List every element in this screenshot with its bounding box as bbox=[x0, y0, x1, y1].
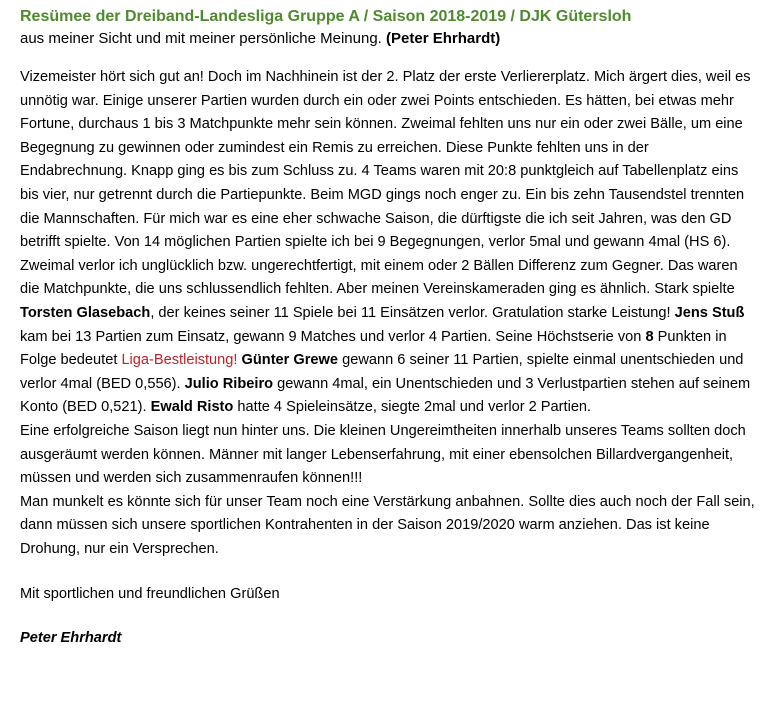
body-paragraph-2: Eine erfolgreiche Saison liegt nun hinter uns. Die kleinen Ungereimtheiten innerhalb unseres Teams sollten doch ausgeräumt werden können. Männer mit langer Lebenserfahrung, mit einer ebensolchen Billardvergangenheit, müssen und werden sich zusammenraufen können!!! bbox=[20, 422, 746, 487]
body-paragraph-1 bbox=[20, 66, 755, 420]
league-record-highlight: Liga-Bestleistung! bbox=[121, 352, 238, 369]
document-title: Resümee der Dreiband-Landesliga Gruppe A / Saison 2018-2019 / DJK Gütersloh bbox=[20, 8, 632, 25]
subtitle-text: aus meiner Sicht und mit meiner persönliche Meinung. bbox=[20, 30, 382, 47]
document-subtitle bbox=[20, 28, 755, 50]
highscore-number: 8 bbox=[645, 328, 654, 345]
player-name-guenter-grewe: Günter Grewe bbox=[241, 352, 339, 369]
text-segment: kam bei 13 Partien zum Einsatz, gewann 9 Matches und verlor 4 Partien. Seine Höchstserie von bbox=[20, 328, 642, 345]
text-segment: gewann 4mal, ein Unentschieden und 3 Verlustpartien stehen auf seinem Konto (BED 0,521). bbox=[20, 375, 751, 416]
body-paragraph-3: Man munkelt es könnte sich für unser Team noch eine Verstärkung anbahnen. Sollte dies auch noch der Fall sein, dann müssen sich unsere sportlichen Kontrahenten in der Saison 2019/2020 warm anziehen. Das ist keine Drohung, nur ein Versprechen. bbox=[20, 493, 755, 557]
player-name-julio-ribeiro: Julio Ribeiro bbox=[184, 375, 274, 392]
signature: Peter Ehrhardt bbox=[20, 630, 122, 647]
player-name-jens-stuss: Jens Stuß bbox=[674, 304, 745, 321]
text-segment: , der keines seiner 11 Spiele bei 11 Einsätzen verlor. Gratulation starke Leistung! bbox=[150, 304, 671, 321]
text-segment: Vizemeister hört sich gut an! Doch im Nachhinein ist der 2. Platz der erste Verliererplatz. Mich ärgert dies, weil es unnötig war. Einige unserer Partien wurden durch ein oder zwei Points entschieden. Es hätten, bei etwas mehr Fortune, durchaus 1 bis 3 Matchpunkte mehr sein können. Zweimal fehlten uns nur ein oder zwei Bälle, um eine Begegnung zu gewinnen oder zumindest ein Remis zu erreichen. Diese Punkte fehlten uns in der Endabrechnung. Knapp ging es bis zum Schluss zu. 4 Teams waren mit 20:8 punktgleich auf Tabellenplatz eins bis vier, nur getrennt durch die Partiepunkte. Beim MGD gings noch enger zu. Ein bis zehn Tausendstel trennten die Mannschaften. Für mich war es eine eher schwache Saison, die dürftigste die ich seit Jahren, was den GD betrifft spielte. Von 14 möglichen Partien spielte ich bei 9 Begegnungen, verlor 5mal und gewann 4mal (HS 6). Zweimal verlor ich unglücklich bzw. ungerechtfertigt, mit einem oder 2 Bällen Differenz zum Gegner. Das waren die Matchpunkte, die uns schlussendlich fehlten. Aber meinen Vereinskameraden ging es ähnlich. Stark spielte bbox=[20, 69, 751, 298]
text-segment: gewann 6 seiner 11 Partien, spielte einmal unentschieden und verlor 4mal (BED 0,556). bbox=[20, 352, 744, 392]
text-segment: hatte 4 Spieleinsätze, siegte 2mal und verlor 2 Partien. bbox=[237, 399, 592, 416]
subtitle-author: (Peter Ehrhardt) bbox=[386, 30, 501, 47]
text-segment: Punkten in Folge bedeutet bbox=[20, 328, 727, 369]
player-name-torsten-glasebach: Torsten Glasebach bbox=[20, 304, 151, 321]
closing-greeting: Mit sportlichen und freundlichen Grüßen bbox=[20, 586, 280, 603]
player-name-ewald-risto: Ewald Risto bbox=[150, 399, 234, 416]
